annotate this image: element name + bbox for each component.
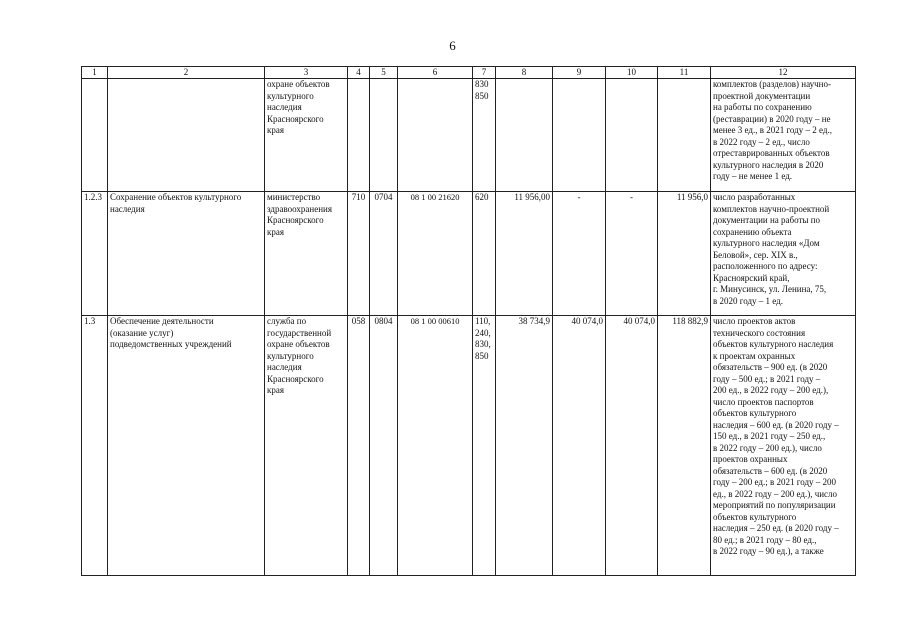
expected-result: комплектов (разделов) научно- проектной документации на работы по сохранению (реставрации) в 2020 году – не менее 3 ед., в 2021 году – 2 ед., в 2022 году – 2 ед., число отреставрированных объектов культурного наследия в 2020 году – не менее 1 ед. bbox=[711, 79, 856, 192]
amount-2020: 38 734,9 bbox=[496, 316, 553, 576]
row-number bbox=[82, 79, 108, 192]
amount-2020: 11 956,00 bbox=[496, 192, 553, 316]
column-header: 6 bbox=[398, 67, 473, 79]
expense-type: 620 bbox=[473, 192, 496, 316]
amount-2020 bbox=[496, 79, 553, 192]
column-header: 5 bbox=[370, 67, 398, 79]
amount-2022: 40 074,0 bbox=[606, 316, 658, 576]
amount-2021: 40 074,0 bbox=[553, 316, 606, 576]
event-name: Сохранение объектов культурного наследия bbox=[108, 192, 265, 316]
expense-type: 830 850 bbox=[473, 79, 496, 192]
column-header: 10 bbox=[606, 67, 658, 79]
event-name bbox=[108, 79, 265, 192]
target-code: 08 1 00 21620 bbox=[398, 192, 473, 316]
column-header: 9 bbox=[553, 67, 606, 79]
column-header: 7 bbox=[473, 67, 496, 79]
grbs-code bbox=[348, 79, 370, 192]
expected-result: число разработанных комплектов научно-проектной документации на работы по сохранению объекта культурного наследия «Дом Беловой», сер. XIX в., расположенного по адресу: Красноярский край, г. Минусинск, ул. Ленина, 75, в 2020 году – 1 ед. bbox=[711, 192, 856, 316]
amount-total bbox=[658, 79, 711, 192]
column-header: 2 bbox=[108, 67, 265, 79]
amount-2021 bbox=[553, 79, 606, 192]
expected-result: число проектов актов технического состояния объектов культурного наследия к проектам охранных обязательств – 900 ед. (в 2020 году – 500 ед.; в 2021 году – 200 ед., в 2022 году – 200 ед.), число проектов паспортов объектов культурного наследия – 600 ед. (в 2020 году – 150 ед., в 2021 году – 250 ед., в 2022 году – 200 ед.), число проектов охранных обязательств – 600 ед. (в 2020 году – 200 ед.; в 2021 году – 200 ед., в 2022 году – 200 ед.), число мероприятий по популяризации объектов культурного наследия – 250 ед. (в 2020 году – 80 ед.; в 2021 году – 80 ед., в 2022 году – 90 ед.), а также bbox=[711, 316, 856, 576]
page-number: 6 bbox=[449, 38, 456, 53]
section-code: 0804 bbox=[370, 316, 398, 576]
amount-2022: - bbox=[606, 192, 658, 316]
amount-total: 11 956,0 bbox=[658, 192, 711, 316]
amount-2021: - bbox=[553, 192, 606, 316]
amount-2022 bbox=[606, 79, 658, 192]
event-name: Обеспечение деятельности (оказание услуг) подведомственных учреждений bbox=[108, 316, 265, 576]
table-row bbox=[82, 316, 856, 576]
column-header: 12 bbox=[711, 67, 856, 79]
table-row bbox=[82, 192, 856, 316]
column-header-row bbox=[82, 67, 856, 79]
section-code bbox=[370, 79, 398, 192]
row-number: 1.2.3 bbox=[82, 192, 108, 316]
row-number: 1.3 bbox=[82, 316, 108, 576]
grbs-code: 710 bbox=[348, 192, 370, 316]
column-header: 4 bbox=[348, 67, 370, 79]
administrator: охране объектов культурного наследия Красноярского края bbox=[265, 79, 348, 192]
column-header: 8 bbox=[496, 67, 553, 79]
column-header: 11 bbox=[658, 67, 711, 79]
column-header: 3 bbox=[265, 67, 348, 79]
expense-type: 110, 240, 830, 850 bbox=[473, 316, 496, 576]
program-table bbox=[81, 66, 856, 576]
table-row bbox=[82, 79, 856, 192]
target-code bbox=[398, 79, 473, 192]
amount-total: 118 882,9 bbox=[658, 316, 711, 576]
administrator: служба по государственной охране объектов культурного наследия Красноярского края bbox=[265, 316, 348, 576]
grbs-code: 058 bbox=[348, 316, 370, 576]
administrator: министерство здравоохранения Красноярского края bbox=[265, 192, 348, 316]
section-code: 0704 bbox=[370, 192, 398, 316]
column-header: 1 bbox=[82, 67, 108, 79]
target-code: 08 1 00 00610 bbox=[398, 316, 473, 576]
